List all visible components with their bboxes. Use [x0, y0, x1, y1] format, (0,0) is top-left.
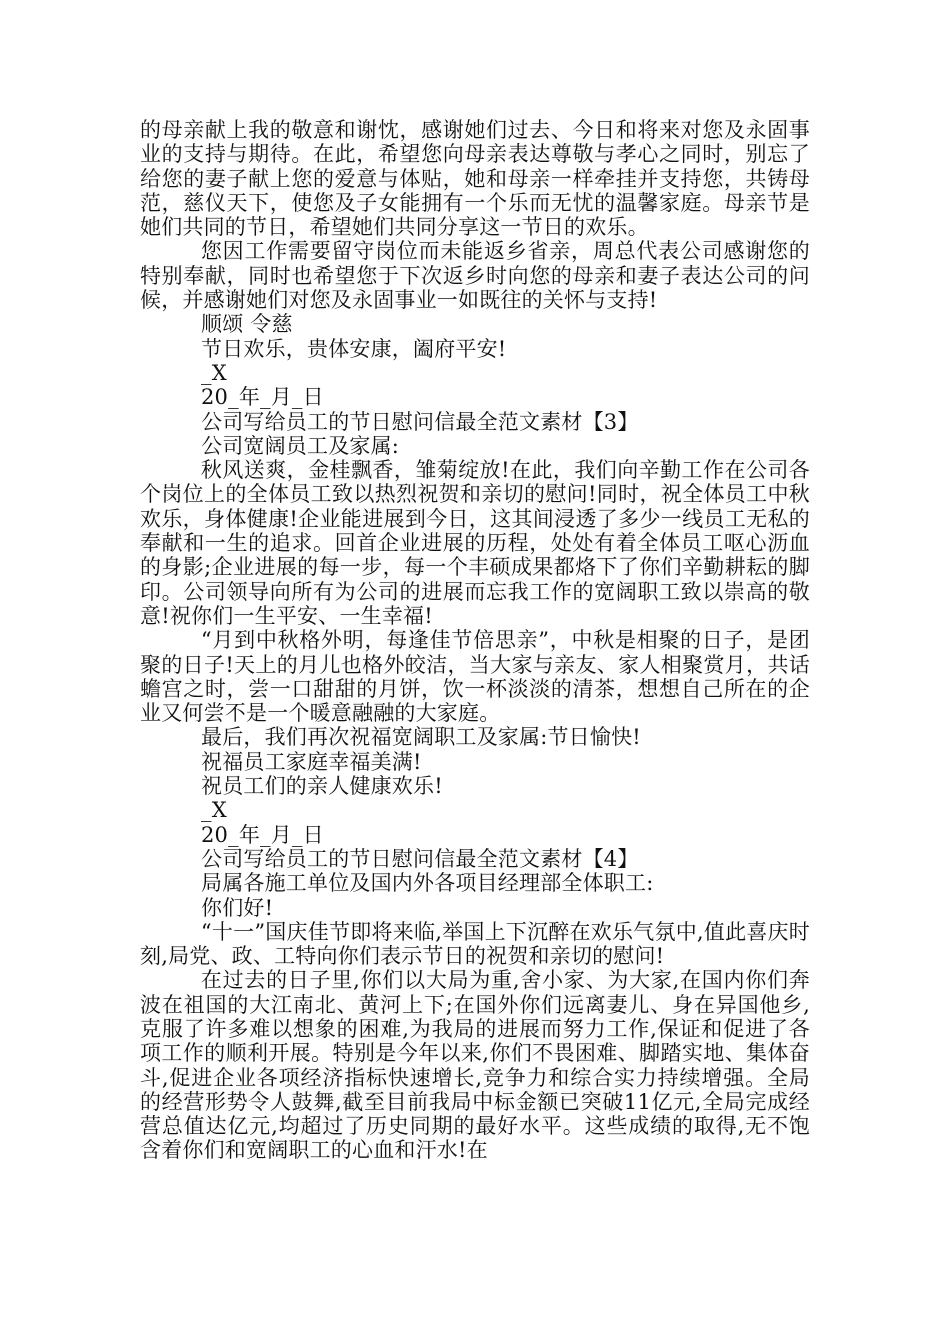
date-line: 20_年_月_日: [201, 822, 324, 847]
closing-line: 节日欢乐，贵体安康，阖府平安!: [201, 336, 507, 361]
closing-line: 最后，我们再次祝福宽阔职工及家属:节日愉快!: [201, 725, 641, 750]
section-heading: 公司写给员工的节日慰问信最全范文素材【3】: [201, 409, 639, 434]
date-line: 20_年_月_日: [201, 385, 324, 410]
paragraph: 的母亲献上我的敬意和谢忱，感谢她们过去、今日和将来对您及永固事业的支持与期待。在此，希望您向母亲表达尊敬与孝心之同时，别忘了给您的妻子献上您的爱意与体贴，她和母亲一样牵挂并支持您，共铸母范，慈仪天下，使您及子女能拥有一个乐而无忧的温馨家庭。母亲节是她们共同的节日，希望她们共同分享这一节日的欢乐。: [140, 118, 810, 240]
greeting: 你们好!: [201, 895, 274, 920]
paragraph: “十一”国庆佳节即将来临,举国上下沉醉在欢乐气氛中,值此喜庆时刻,局党、政、工特向你们表示节日的祝贺和亲切的慰问!: [140, 919, 810, 969]
paragraph: “月到中秋格外明，每逢佳节倍思亲”，中秋是相聚的日子，是团聚的日子!天上的月儿也格外皎洁，当大家与亲友、家人相聚赏月，共话蟾宫之时，尝一口甜甜的月饼，饮一杯淡淡的清茶，想想自己所在的企业又何尝不是一个暖意融融的大家庭。: [140, 628, 810, 726]
signature-line: _X: [201, 360, 227, 385]
closing-line: 祝福员工家庭幸福美满!: [201, 749, 422, 774]
closing-line: 顺颂 令慈: [201, 312, 293, 337]
section-heading: 公司写给员工的节日慰问信最全范文素材【4】: [201, 846, 639, 871]
signature-line: _X: [201, 798, 227, 823]
letter-body: [140, 118, 810, 1163]
salutation: 公司宽阔员工及家属:: [201, 433, 400, 458]
paragraph: 秋风送爽，金桂飘香，雏菊绽放!在此，我们向辛勤工作在公司各个岗位上的全体员工致以热烈祝贺和亲切的慰问!同时，祝全体员工中秋欢乐，身体健康!企业能进展到今日，这其间浸透了多少一线员工无私的奉献和一生的追求。回首企业进展的历程，处处有着全体员工呕心沥血的身影;企业进展的每一步，每一个丰硕成果都烙下了你们辛勤耕耘的脚印。公司领导向所有为公司的进展而忘我工作的宽阔职工致以崇高的敬意!祝你们一生平安、一生幸福!: [140, 458, 810, 628]
salutation: 局属各施工单位及国内外各项目经理部全体职工:: [201, 871, 654, 896]
paragraph: 您因工作需要留守岗位而未能返乡省亲，周总代表公司感谢您的特别奉献，同时也希望您于下次返乡时向您的母亲和妻子表达公司的问候，并感谢她们对您及永固事业一如既往的关怀与支持!: [140, 239, 810, 313]
closing-line: 祝员工们的亲人健康欢乐!: [201, 774, 443, 799]
paragraph: 在过去的日子里,你们以大局为重,舍小家、为大家,在国内你们奔波在祖国的大江南北、黄河上下;在国外你们远离妻儿、身在异国他乡,克服了许多难以想象的困难,为我局的进展而努力工作,保证和促进了各项工作的顺利开展。特别是今年以来,你们不畏困难、脚踏实地、集体奋斗,促进企业各项经济指标快速增长,竞争力和综合实力持续增强。全局的经营形势令人鼓舞,截至目前我局中标金额已突破11亿元,全局完成经营总值达亿元,均超过了历史同期的最好水平。这些成绩的取得,无不饱含着你们和宽阔职工的心血和汗水!在: [140, 968, 810, 1163]
